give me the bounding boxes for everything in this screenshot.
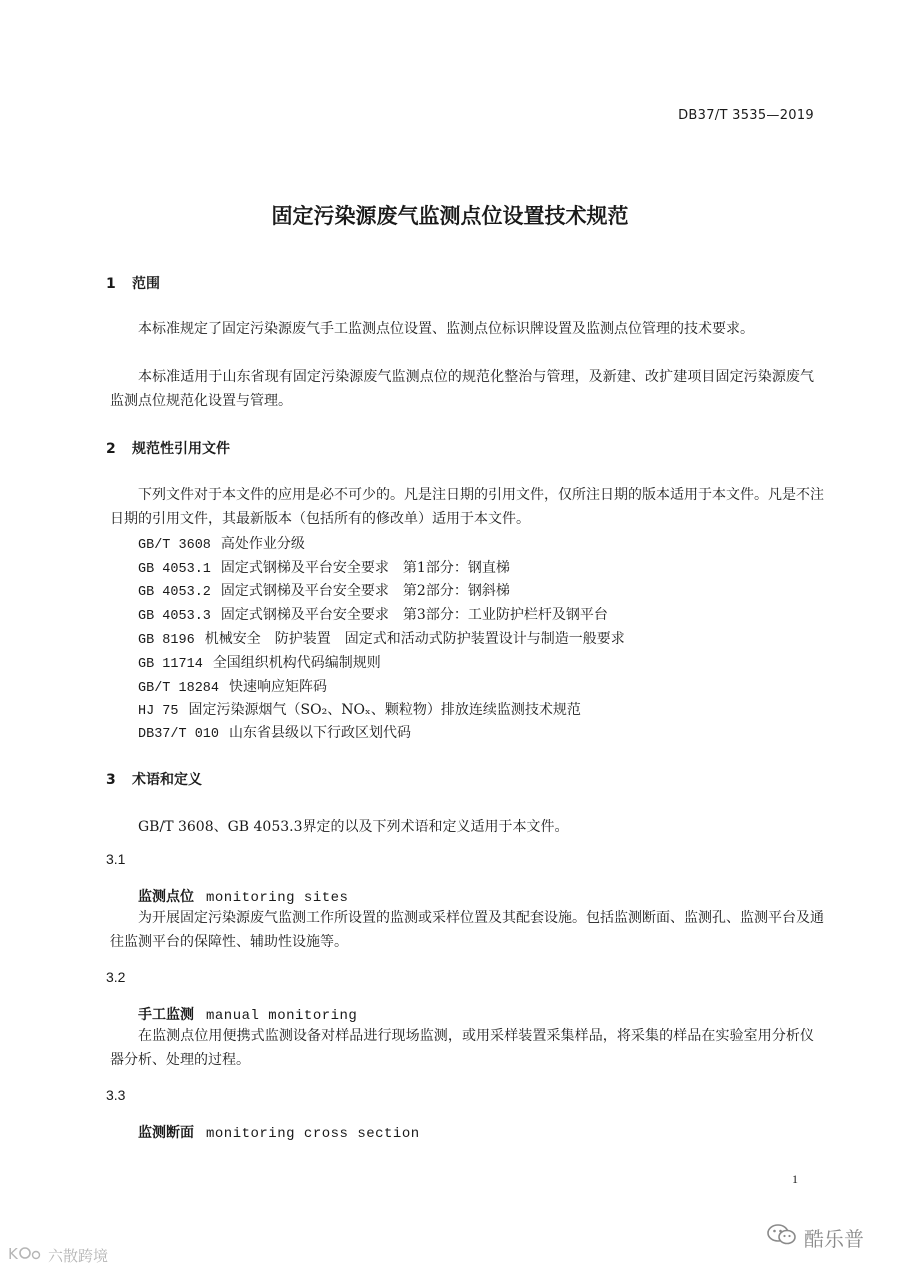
paragraph: 本标准规定了固定污染源废气手工监测点位设置、监测点位标识牌设置及监测点位管理的技术要求。 [138,321,754,337]
section-3-heading [106,769,202,789]
reference-title: 固定污染源烟气（SO₂、NOₓ、颗粒物）排放连续监测技术规范 [188,702,581,718]
reference-title: 固定式钢梯及平台安全要求 第1部分：钢直梯 [220,560,510,576]
paragraph: 下列文件对于本文件的应用是必不可少的。凡是注日期的引用文件，仅所注日期的版本适用于本文件。凡是不注日期的引用文件，其最新版本（包括所有的修改单）适用于本文件。 [110,487,824,527]
watermark-text: 酷乐普 [804,1226,864,1251]
section-title: 范围 [132,276,160,292]
page-number: 1 [792,1172,798,1186]
section-number: 3 [106,772,116,788]
term-number: 3.3 [106,1087,126,1103]
reference-code: GB 11714 [138,657,203,672]
reference-title: 全国组织机构代码编制规则 [212,655,381,671]
wechat-icon [766,1222,798,1252]
reference-code: GB 4053.3 [138,609,211,624]
document-title: 固定污染源废气监测点位设置技术规范 [271,204,629,228]
reference-item [138,580,510,600]
reference-item [138,557,510,577]
section-title: 术语和定义 [132,772,202,788]
section-number: 1 [106,276,116,292]
standard-code: DB37/T 3535—2019 [678,108,814,123]
term-en: monitoring sites [206,890,349,906]
reference-title: 快速响应矩阵码 [229,679,328,695]
reference-title: 固定式钢梯及平台安全要求 第2部分：钢斜梯 [220,583,510,599]
reference-code: GB 4053.1 [138,562,211,577]
term-zh: 监测断面 [138,1125,194,1141]
watermark-right [766,1222,864,1252]
paragraph: GB/T 3608、GB 4053.3界定的以及下列术语和定义适用于本文件。 [138,819,569,835]
svg-text:K: K [8,1245,18,1263]
reference-item [138,722,411,742]
term-definition: 在监测点位用便携式监测设备对样品进行现场监测，或用采样装置采集样品，将采集的样品在实验室用分析仪器分析、处理的过程。 [110,1028,814,1068]
reference-code: GB/T 18284 [138,681,220,696]
section-number: 2 [106,441,116,457]
reference-item [138,676,327,696]
reference-item [138,533,305,553]
watermark-text: 六散跨境 [48,1246,109,1265]
term-heading [138,1004,357,1024]
term-en: monitoring cross section [206,1126,420,1142]
term-zh: 手工监测 [138,1007,194,1023]
section-title: 规范性引用文件 [132,441,230,457]
reference-title: 机械安全 防护装置 固定式和活动式防护装置设计与制造一般要求 [204,631,625,647]
reference-item [138,628,625,648]
reference-title: 山东省县级以下行政区划代码 [229,725,412,741]
term-heading [138,1122,420,1142]
wechat-logo-icon [8,1243,42,1267]
watermark-left [8,1243,108,1267]
section-2-heading [106,438,230,458]
term-heading [138,886,348,906]
section-1-heading [106,273,160,293]
reference-code: HJ 75 [138,704,179,719]
reference-code: GB 8196 [138,633,195,648]
reference-item [138,604,608,624]
term-en: manual monitoring [206,1008,358,1024]
term-number: 3.2 [106,969,126,985]
term-definition: 为开展固定污染源废气监测工作所设置的监测或采样位置及其配套设施。包括监测断面、监测孔、监测平台及通往监测平台的保障性、辅助性设施等。 [110,910,824,950]
paragraph: 本标准适用于山东省现有固定污染源废气监测点位的规范化整治与管理，及新建、改扩建项目固定污染源废气监测点位规范化设置与管理。 [110,369,814,409]
reference-code: GB 4053.2 [138,585,211,600]
reference-code: GB/T 3608 [138,538,211,553]
reference-code: DB37/T 010 [138,727,220,742]
term-zh: 监测点位 [138,889,194,905]
term-number: 3.1 [106,851,126,867]
reference-title: 固定式钢梯及平台安全要求 第3部分：工业防护栏杆及钢平台 [220,607,608,623]
reference-item [138,652,381,672]
reference-item [138,699,581,719]
reference-title: 高处作业分级 [220,536,305,552]
